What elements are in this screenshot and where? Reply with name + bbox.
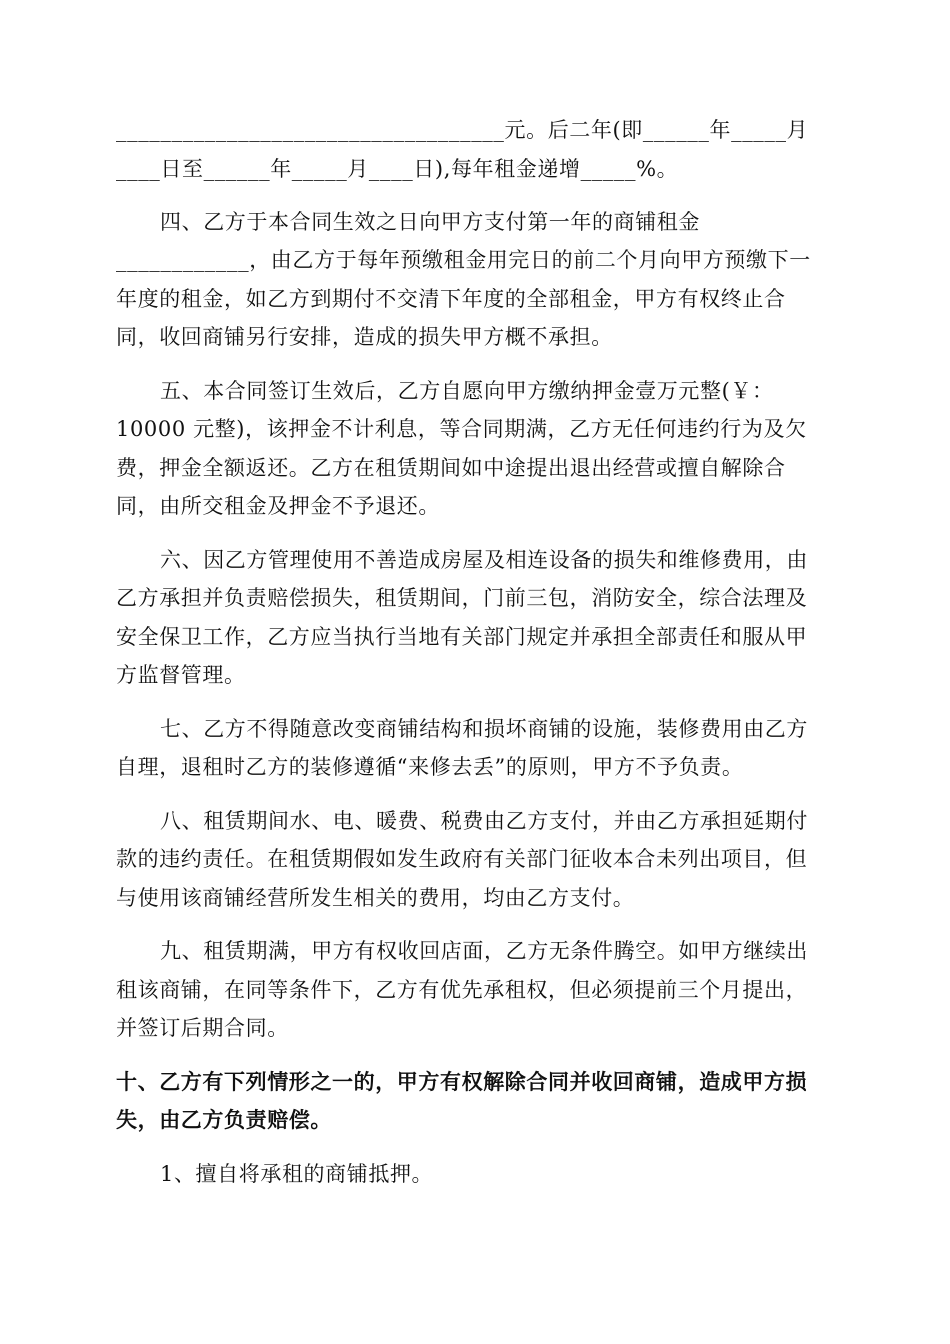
text-line: 安全保卫工作，乙方应当执行当地有关部门规定并承担全部责任和服从甲 <box>116 625 808 649</box>
paragraph-9-line: 九、租赁期满，甲方有权收回店面，乙方无条件腾空。如甲方继续出 <box>160 939 808 963</box>
paragraph-6-line: 六、因乙方管理使用不善造成房屋及相连设备的损失和维修费用，由 <box>160 548 808 572</box>
text-line: 并签订后期合同。 <box>116 1016 289 1040</box>
text-line: 乙方承担并负责赔偿损失，租赁期间，门前三包，消防安全，综合法理及 <box>116 586 808 610</box>
text-line: 与使用该商铺经营所发生相关的费用，均由乙方支付。 <box>116 886 635 910</box>
section-10-heading: 十、乙方有下列情形之一的，甲方有权解除合同并收回商铺，造成甲方损 <box>116 1069 808 1094</box>
text-line: ____________，由乙方于每年预缴租金用完日的前二个月向甲方预缴下一 <box>116 248 811 272</box>
text-line: 方监督管理。 <box>116 663 246 687</box>
list-item: 1、擅自将承租的商铺抵押。 <box>160 1162 434 1186</box>
text-line: 款的违约责任。在租赁期假如发生政府有关部门征收本合未列出项目，但 <box>116 847 808 871</box>
paragraph-5-line: 五、本合同签订生效后，乙方自愿向甲方缴纳押金壹万元整(￥： <box>160 379 774 403</box>
paragraph-8-line: 八、租赁期间水、电、暖费、税费由乙方支付，并由乙方承担延期付 <box>160 809 808 833</box>
text-line: 同，收回商铺另行安排，造成的损失甲方概不承担。 <box>116 325 613 349</box>
section-10-heading: 失，由乙方负责赔偿。 <box>116 1107 332 1132</box>
text-line: ___________________________________元。后二年(即______年_____月 <box>116 118 809 142</box>
paragraph-4-line: 四、乙方于本合同生效之日向甲方支付第一年的商铺租金 <box>160 210 700 234</box>
text-line: 年度的租金，如乙方到期付不交清下年度的全部租金，甲方有权终止合 <box>116 287 786 311</box>
text-line: 租该商铺，在同等条件下，乙方有优先承租权，但必须提前三个月提出， <box>116 978 808 1002</box>
text-line: 同，由所交租金及押金不予退还。 <box>116 494 440 518</box>
text-line: 自理，退租时乙方的装修遵循“来修去丢”的原则，甲方不予负责。 <box>116 755 744 779</box>
paragraph-7-line: 七、乙方不得随意改变商铺结构和损坏商铺的设施，装修费用由乙方 <box>160 717 808 741</box>
text-line: 费，押金全额返还。乙方在租赁期间如中途提出退出经营或擅自解除合 <box>116 456 786 480</box>
text-line: ____日至______年_____月____日),每年租金递增_____%。 <box>116 157 679 181</box>
text-line: 10000 元整)，该押金不计利息，等合同期满，乙方无任何违约行为及欠 <box>116 417 807 441</box>
